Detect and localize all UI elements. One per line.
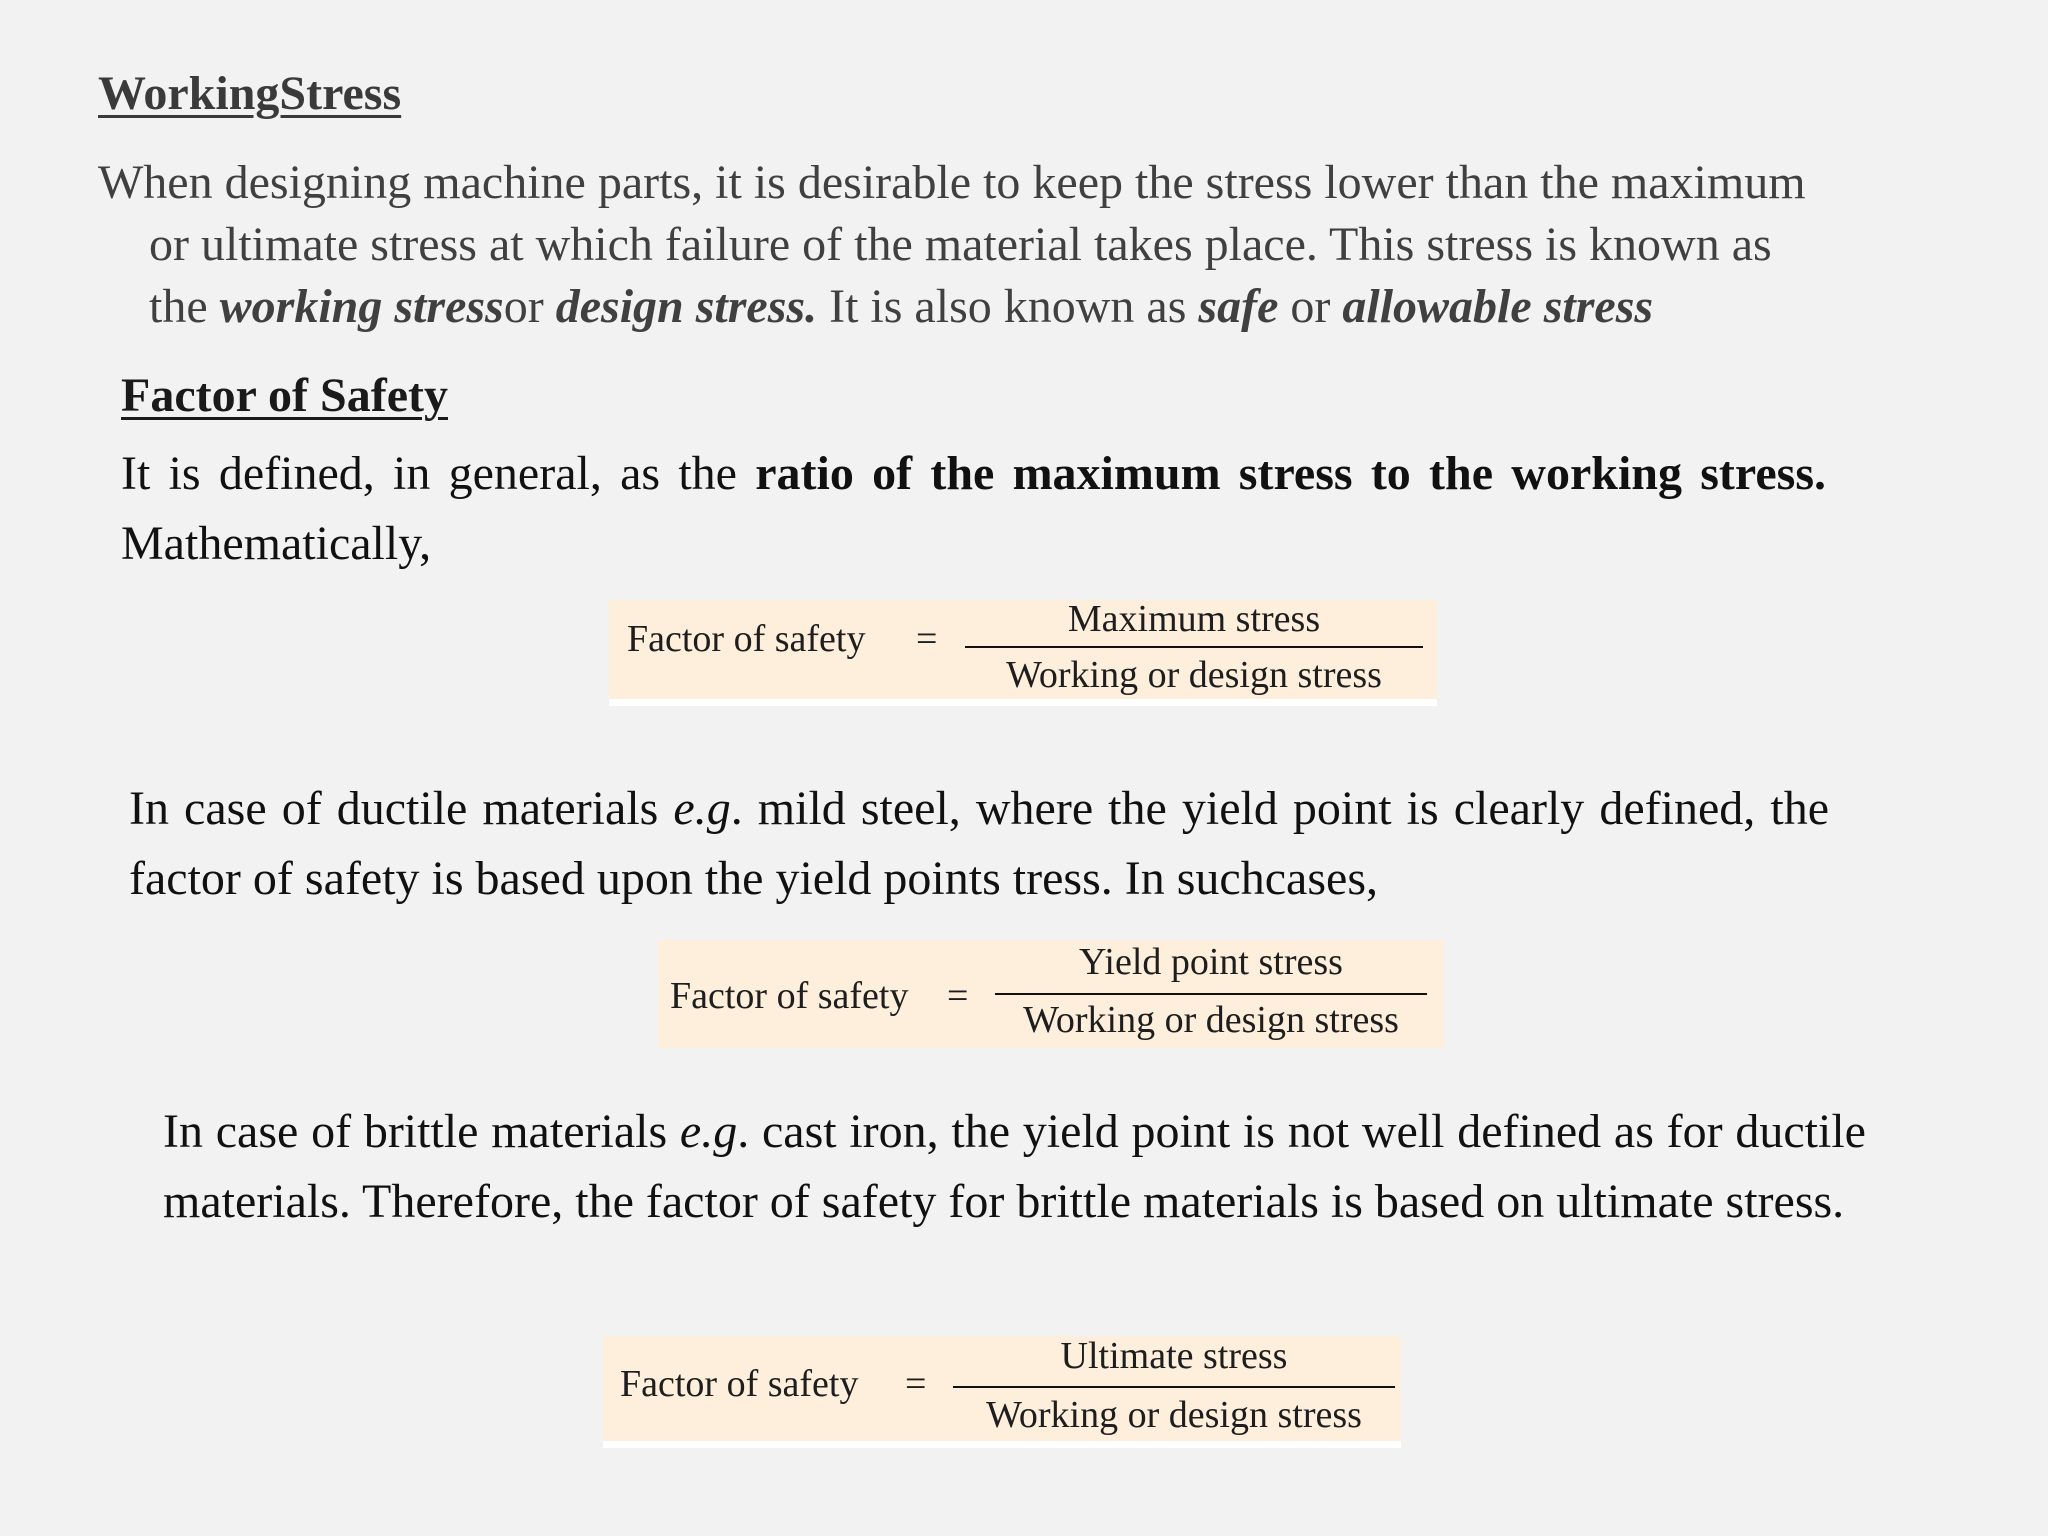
equals-sign: = [947,975,969,1017]
factor-of-safety-definition [121,439,1826,579]
term-design-stress: design stress. [555,280,818,333]
cropped-edge [609,699,1437,706]
equation-denominator: Working or design stress [1006,654,1382,696]
text-run: It is also known as [817,280,1199,333]
equation-ultimate-stress [603,1336,1401,1448]
equation-denominator: Working or design stress [1023,999,1399,1041]
text-run: the [149,280,220,333]
text-run: or [503,280,556,333]
equation-denominator: Working or design stress [986,1394,1362,1436]
equation-lhs: Factor of safety [670,975,909,1017]
equation-maximum-stress [609,600,1437,706]
working-stress-line-2: or ultimate stress at which failure of the material takes place. This stress is known as [149,218,1772,271]
text-run: In case of ductile materials [129,782,674,835]
fraction-bar [965,646,1423,648]
working-stress-paragraph [98,152,2008,338]
term-working-stress: working stress [219,280,504,333]
text-run: Mathematically, [121,517,432,570]
factor-of-safety-heading: Factor of Safety [121,369,448,422]
working-stress-line-3 [98,276,2008,338]
fraction-bar [953,1386,1395,1388]
equation-yield-point-stress [658,940,1444,1048]
equation-lhs: Factor of safety [627,618,866,660]
equation-numerator: Ultimate stress [1060,1335,1288,1377]
definition-bold: ratio of the maximum stress to the working stress. [755,447,1826,500]
equals-sign: = [905,1363,927,1405]
equals-sign: = [916,618,938,660]
text-run: In case of brittle materials [163,1105,680,1158]
ductile-materials-paragraph [129,774,1829,914]
text-run: It is defined, in general, as the [121,447,756,500]
term-safe: safe [1198,280,1279,333]
term-allowable-stress: allowable stress [1342,280,1654,333]
equation-lhs: Factor of safety [620,1363,859,1405]
fraction-bar [995,993,1427,995]
eg-abbreviation: e.g [673,782,731,835]
brittle-materials-paragraph [163,1097,1866,1237]
working-stress-heading: WorkingStress [98,67,402,120]
text-run: . cast iron, the yield point is not well defined as for ductile materials. Therefore, the factor of safety for brittle materials is based on ultimate stress. [163,1105,1866,1228]
equation-numerator: Yield point stress [1079,941,1343,983]
equation-numerator: Maximum stress [1067,598,1321,640]
eg-abbreviation: e.g [679,1105,738,1158]
cropped-edge [603,1441,1401,1448]
working-stress-line-1: When designing machine parts, it is desirable to keep the stress lower than the maximum [98,156,1806,209]
text-run: . mild steel, where the yield point is clearly defined, the factor of safety is based upon the yield points tress. In suchcases, [129,782,1829,905]
text-run: or [1278,280,1343,333]
